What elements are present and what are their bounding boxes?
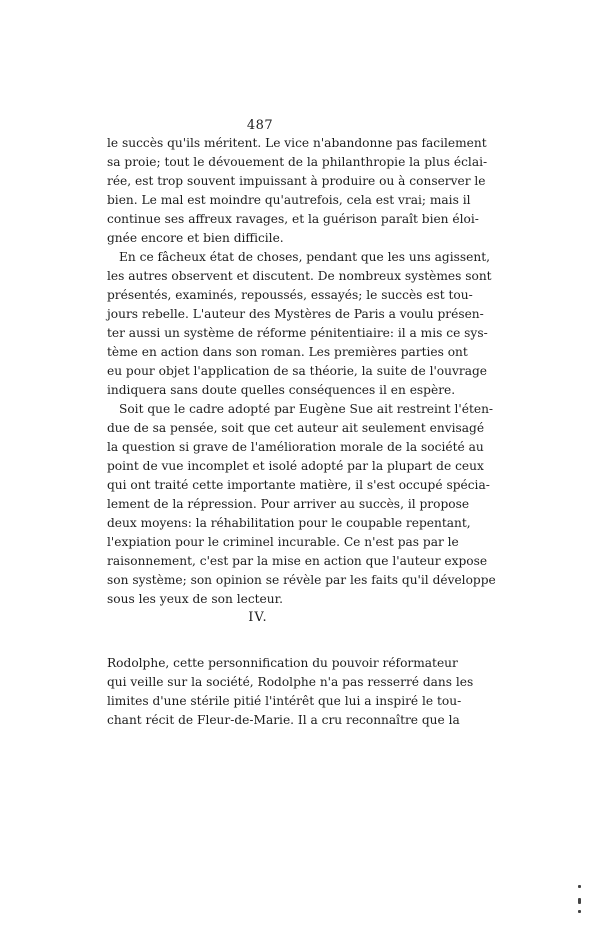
text-line: rée, est trop souvent impuissant à produire ou à conserver le — [107, 174, 486, 188]
body-text-block-1 — [107, 134, 496, 609]
text-line: les autres observent et discutent. De nombreux systèmes sont — [107, 269, 492, 283]
text-line: bien. Le mal est moindre qu'autrefois, cela est vrai; mais il — [107, 193, 471, 207]
text-line: deux moyens: la réhabilitation pour le coupable repentant, — [107, 516, 471, 530]
text-line: l'expiation pour le criminel incurable. Ce n'est pas par le — [107, 535, 459, 549]
text-line: ter aussi un système de réforme pénitentiaire: il a mis ce sys- — [107, 326, 488, 340]
text-line: Soit que le cadre adopté par Eugène Sue ait restreint l'éten- — [119, 402, 494, 416]
text-line: En ce fâcheux état de choses, pendant que les uns agissent, — [119, 250, 490, 264]
section-heading: IV. — [248, 610, 268, 625]
text-line: due de sa pensée, soit que cet auteur ait seulement envisagé — [107, 421, 485, 435]
text-line: chant récit de Fleur-de-Marie. Il a cru reconnaître que la — [107, 713, 460, 727]
text-line: limites d'une stérile pitié l'intérêt que lui a inspiré le tou- — [107, 694, 462, 708]
text-line: gnée encore et bien difficile. — [107, 231, 284, 245]
scan-mark — [578, 885, 581, 888]
text-line: sous les yeux de son lecteur. — [107, 592, 283, 606]
text-line: indiquera sans doute quelles conséquences il en espère. — [107, 383, 456, 397]
page-number: 487 — [246, 118, 274, 133]
text-line: présentés, examinés, repoussés, essayés; le succès est tou- — [107, 288, 473, 302]
text-line: tème en action dans son roman. Les premières parties ont — [107, 345, 468, 359]
text-line: sa proie; tout le dévouement de la philanthropie la plus éclai- — [107, 155, 488, 169]
text-line: la question si grave de l'amélioration morale de la société au — [107, 440, 484, 454]
text-line: qui veille sur la société, Rodolphe n'a pas resserré dans les — [107, 675, 474, 689]
text-line: le succès qu'ils méritent. Le vice n'abandonne pas facilement — [107, 136, 487, 150]
text-line: lement de la répression. Pour arriver au succès, il propose — [107, 497, 470, 511]
text-line: point de vue incomplet et isolé adopté par la plupart de ceux — [107, 459, 484, 473]
body-text-block-2 — [107, 654, 474, 730]
text-line: jours rebelle. L'auteur des Mystères de Paris a voulu présen- — [107, 307, 484, 321]
text-line: continue ses affreux ravages, et la guérison paraît bien éloi- — [107, 212, 479, 226]
text-line: raisonnement, c'est par la mise en action que l'auteur expose — [107, 554, 488, 568]
scan-mark — [578, 910, 581, 913]
scan-mark — [578, 898, 581, 904]
text-line: Rodolphe, cette personnification du pouvoir réformateur — [107, 656, 458, 670]
text-line: son système; son opinion se révèle par les faits qu'il développe — [107, 573, 496, 587]
text-line: eu pour objet l'application de sa théorie, la suite de l'ouvrage — [107, 364, 487, 378]
text-line: qui ont traité cette importante matière, il s'est occupé spécia- — [107, 478, 490, 492]
